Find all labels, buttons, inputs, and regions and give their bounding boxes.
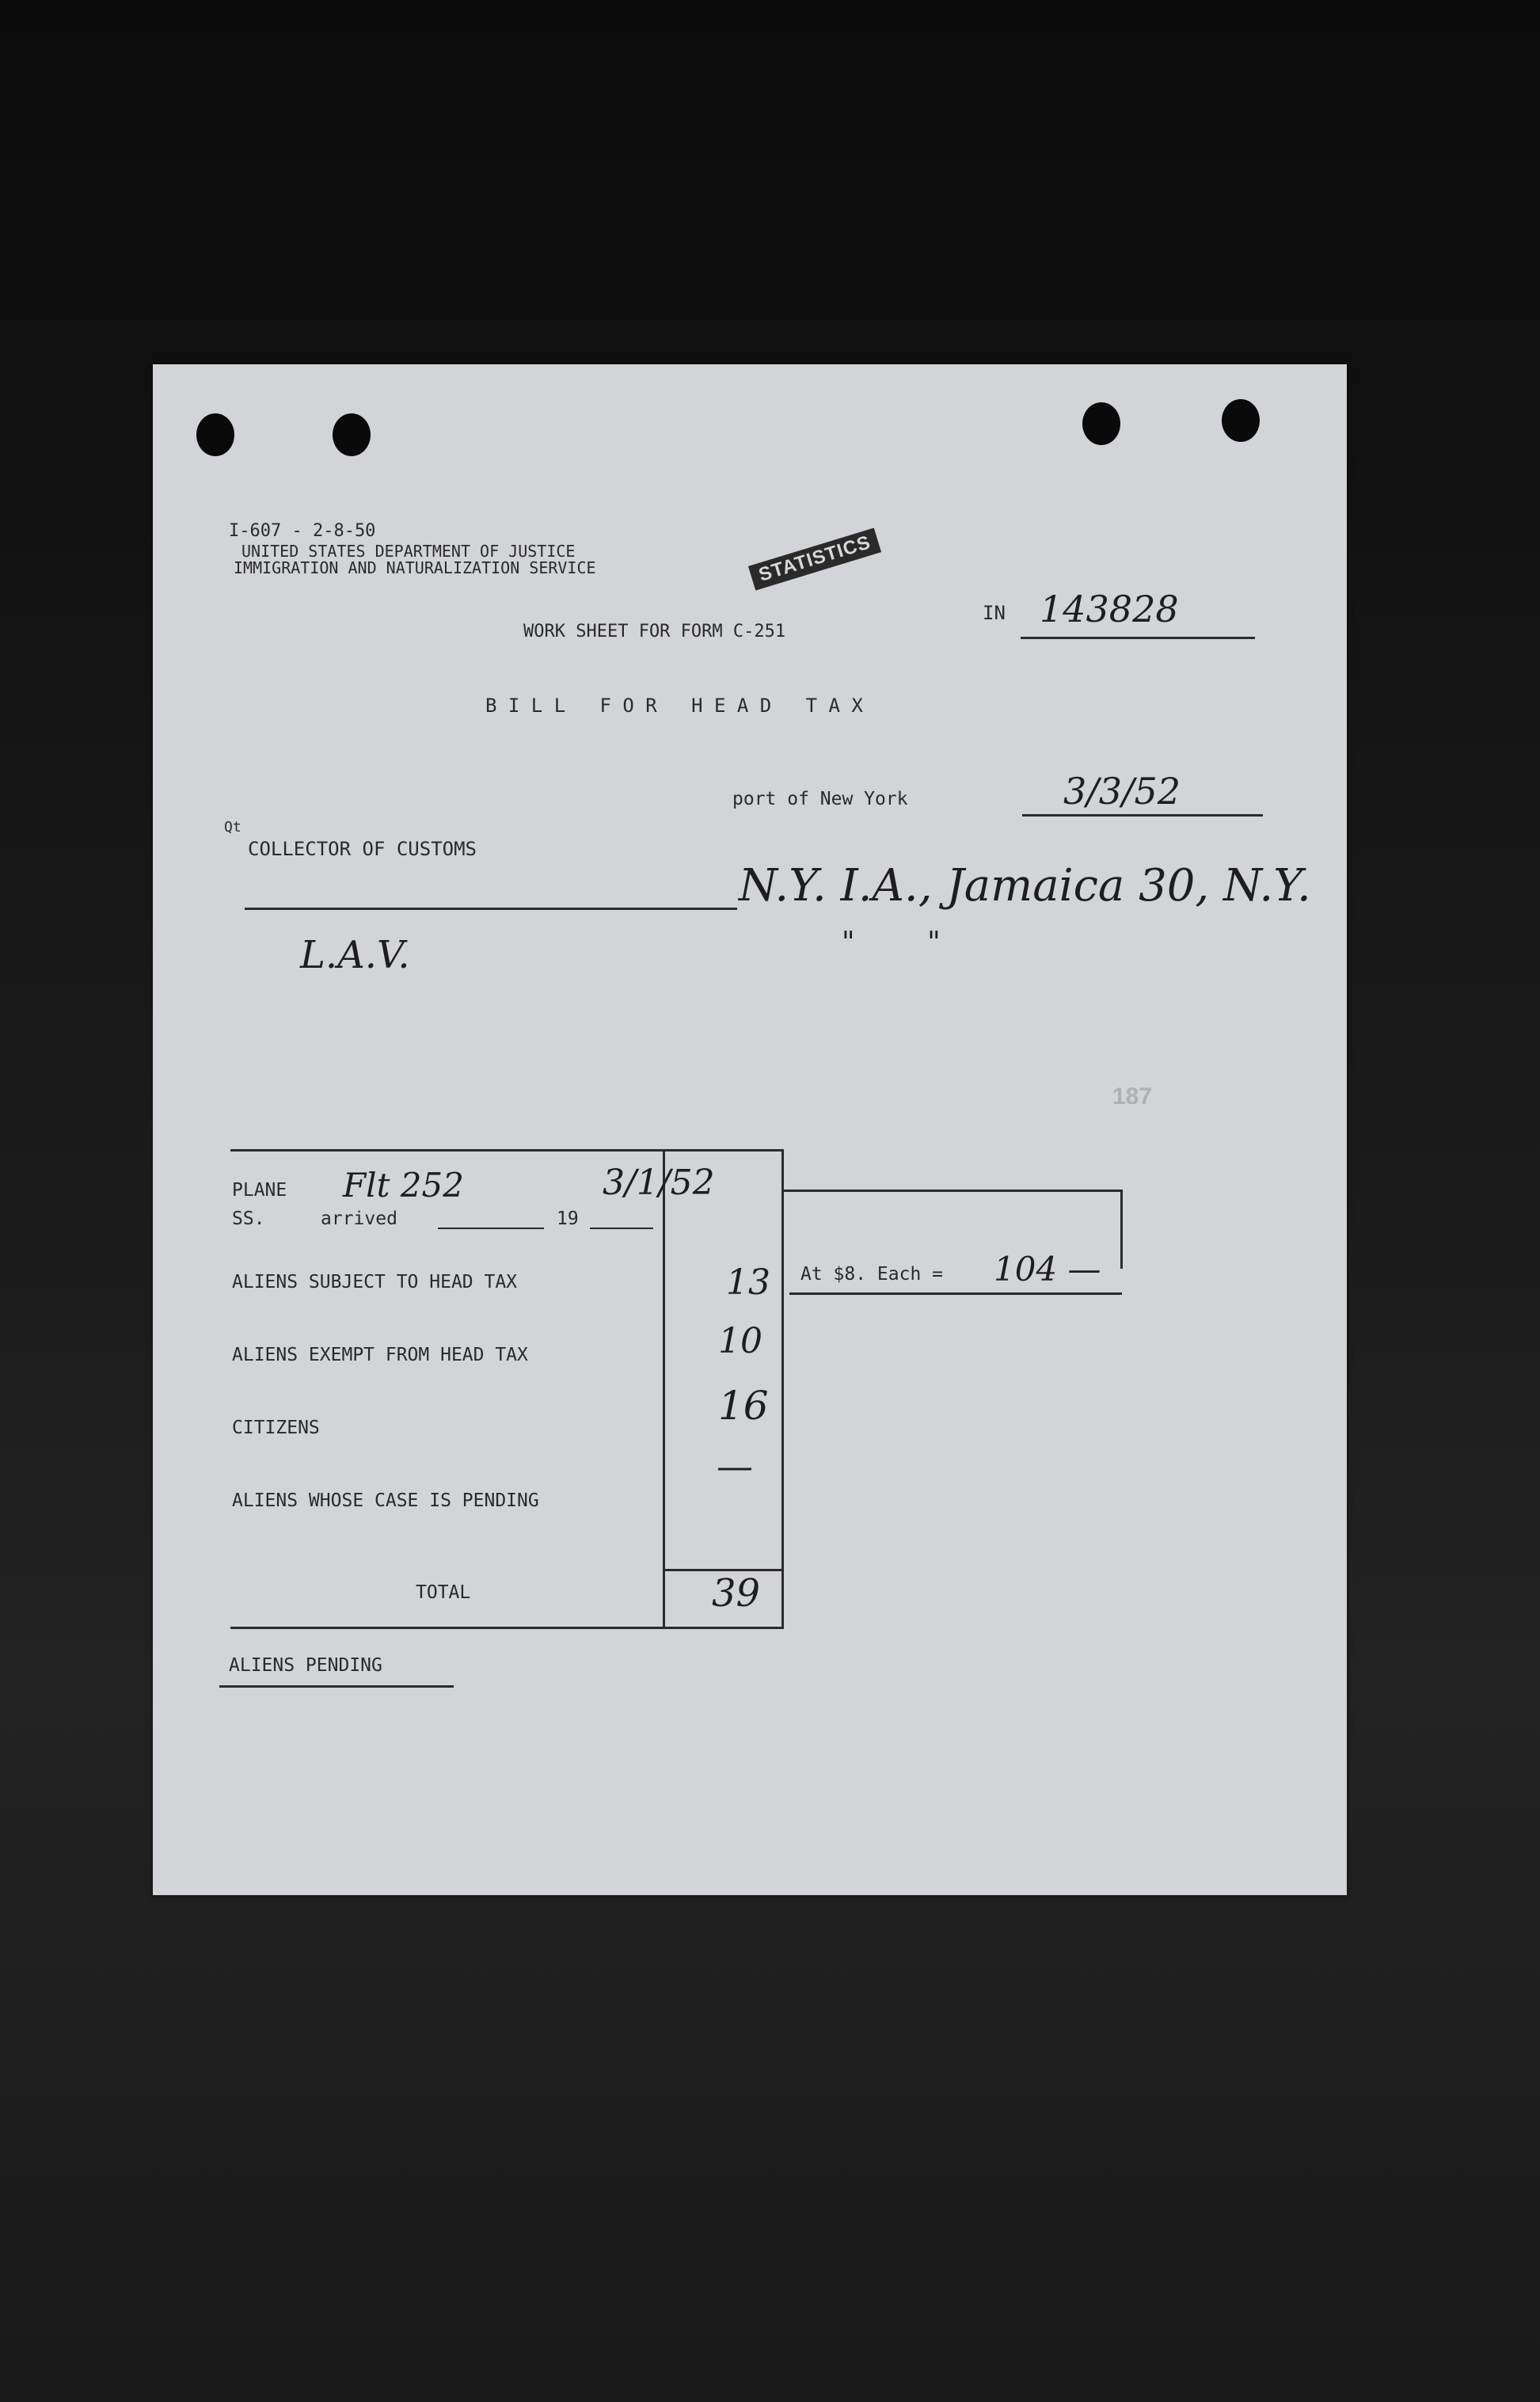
ditto-marks: " " [842, 927, 941, 959]
table-right-border [781, 1149, 784, 1629]
reference-underline [1021, 637, 1255, 639]
addressee-location: N.Y. I.A., Jamaica 30, N.Y. [739, 860, 1311, 912]
row-label-pending: ALIENS WHOSE CASE IS PENDING [232, 1490, 539, 1511]
port-date-underline [1022, 814, 1263, 817]
total-value: 39 [712, 1571, 761, 1616]
tax-rate-label: At $8. Each = [800, 1264, 944, 1285]
collector-label: COLLECTOR OF CUSTOMS [248, 838, 477, 860]
agency-line-2: IMMIGRATION AND NATURALIZATION SERVICE [234, 558, 596, 577]
table-bottom-rule [230, 1627, 781, 1629]
port-date: 3/3/52 [1063, 770, 1181, 813]
tax-box-underline [789, 1292, 1122, 1295]
reference-label: IN [983, 602, 1006, 624]
carrier-name: L.A.V. [300, 933, 410, 977]
arrived-label: arrived [321, 1209, 397, 1229]
arrival-date: 3/1/52 [603, 1163, 715, 1203]
arrived-underline [438, 1228, 544, 1229]
row-value-exempt: 10 [718, 1321, 762, 1361]
page-number: 187 [1112, 1083, 1153, 1110]
punch-hole [1082, 402, 1120, 445]
bill-title: B I L L F O R H E A D T A X [485, 695, 863, 717]
addressee-prefix: Qt [224, 819, 241, 836]
arrived-year-underline [590, 1228, 653, 1229]
punch-hole [333, 413, 371, 456]
row-value-subject: 13 [726, 1262, 770, 1303]
total-label: TOTAL [416, 1582, 471, 1603]
tax-amount: 104 — [994, 1250, 1101, 1289]
flight-number: Flt 252 [343, 1166, 464, 1205]
plane-label: PLANE [232, 1180, 287, 1201]
reference-number: 143828 [1040, 588, 1179, 630]
agency-line-1: UNITED STATES DEPARTMENT OF JUSTICE [241, 542, 576, 561]
statistics-stamp: STATISTICS [748, 527, 882, 590]
document-page [153, 364, 1347, 1895]
punch-hole [1222, 399, 1260, 442]
aliens-pending-label: ALIENS PENDING [229, 1655, 382, 1676]
table-top-rule [230, 1149, 781, 1152]
worksheet-title: WORK SHEET FOR FORM C-251 [523, 622, 786, 641]
table-column-divider [663, 1149, 665, 1629]
tax-box-top-rule [781, 1190, 1122, 1192]
row-label-exempt: ALIENS EXEMPT FROM HEAD TAX [232, 1345, 528, 1365]
tax-box-right-border [1120, 1190, 1123, 1269]
row-label-subject: ALIENS SUBJECT TO HEAD TAX [232, 1272, 518, 1292]
row-label-citizens: CITIZENS [232, 1418, 320, 1438]
row-value-pending: — [717, 1445, 753, 1487]
form-code: I-607 - 2-8-50 [229, 521, 376, 541]
aliens-pending-underline [219, 1685, 454, 1688]
row-value-citizens: 16 [718, 1383, 769, 1429]
punch-hole [196, 413, 234, 456]
ss-label: SS. [232, 1209, 265, 1229]
port-label: port of New York [732, 789, 908, 809]
addressee-underline [245, 908, 737, 910]
arrived-year: 19 [557, 1209, 579, 1229]
